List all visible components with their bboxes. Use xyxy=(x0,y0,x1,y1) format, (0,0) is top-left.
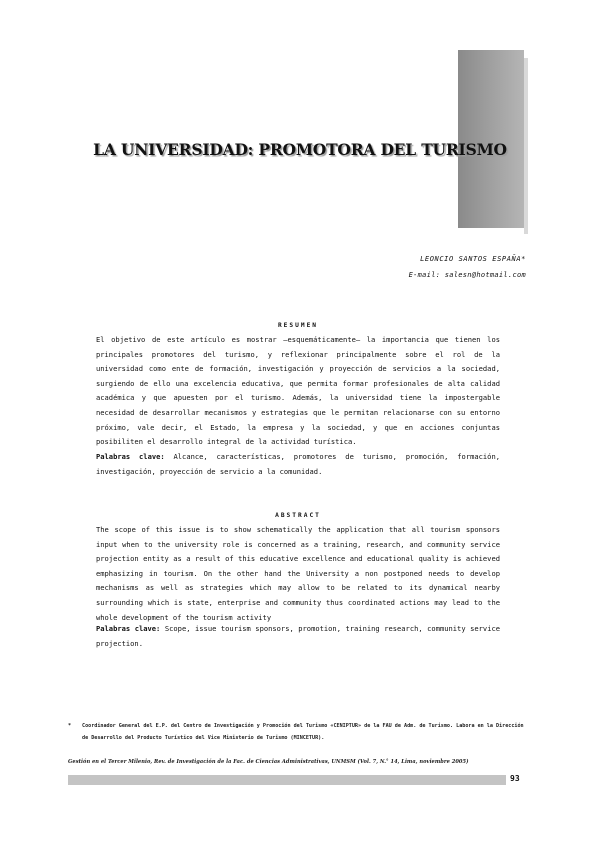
page-number: 93 xyxy=(510,774,520,783)
footer-gray-bar xyxy=(68,775,506,785)
abstract-heading: ABSTRACT xyxy=(275,512,321,519)
journal-citation: Gestión en el Tercer Milenio, Rev. de Investigación de la Fac. de Ciencias Administrativas, UNMSM (Vol. 7, N.° 14, Lima, noviembre 2005) xyxy=(68,759,469,765)
author-email: E-mail: salesn@hotmail.com xyxy=(408,271,526,279)
abstract-keywords-text: Scope, issue tourism sponsors, promotion, training research, community service projection. xyxy=(96,624,501,648)
abstract-body: The scope of this issue is to show schematically the application that all tourism sponsors input when to the university role is concerned as a training, research, and community service projection entity as a result of this educative excellence and educational quality is achieved emphasizing in tourism. On the other hand the University a non postponed needs to develop mechanisms as well as strategies which may allow to be related to its dynamical nearby surrounding which is state, enterprise and community thus coordinated actions may lead to the whole development of the tourism activity xyxy=(96,525,500,622)
footnote-mark: * xyxy=(68,723,72,729)
resumen-keywords xyxy=(96,450,500,479)
resumen-body: El objetivo de este artículo es mostrar –esquemáticamente– la importancia que tienen los principales promotores del turismo, y reflexionar principalmente sobre el rol de la universidad como ente de formación, investigación y proyección de servicios a la sociedad, surgiendo de ello una excelencia educativa, que permita formar profesionales de alta calidad académica y que apuesten por el turismo. Además, la universidad tiene la impostergable necesidad de desarrollar mecanismos y estrategias que le permitan relacionarse con su entorno próximo, vale decir, el Estado, la empresa y la sociedad, y que en acciones conjuntas posibiliten el desarrollo integral de la actividad turística. xyxy=(96,335,500,447)
article-title: LA UNIVERSIDAD: PROMOTORA DEL TURISMO xyxy=(93,140,507,159)
author-footnote xyxy=(68,720,530,744)
decorative-gray-bar xyxy=(458,50,524,228)
abstract-keywords-label: Palabras clave: xyxy=(96,624,161,633)
resumen-keywords-text: Alcance, características, promotores de turismo, promoción, formación, investigación, proyección de servicio a la comunidad. xyxy=(96,452,500,476)
abstract-keywords xyxy=(96,622,500,651)
resumen-heading: RESUMEN xyxy=(277,322,319,329)
resumen-keywords-label: Palabras clave: xyxy=(96,452,165,461)
author-name: LEONCIO SANTOS ESPAÑA* xyxy=(420,255,526,263)
footnote-text: Coordinador General del E.P. del Centro de Investigación y Promoción del Turismo «CENIPTUR» de la FAU de Adm. de Turismo. Labora en la Dirección de Desarrollo del Producto Turístico del Vice Ministerio de Turismo (MINCETUR). xyxy=(82,723,524,741)
